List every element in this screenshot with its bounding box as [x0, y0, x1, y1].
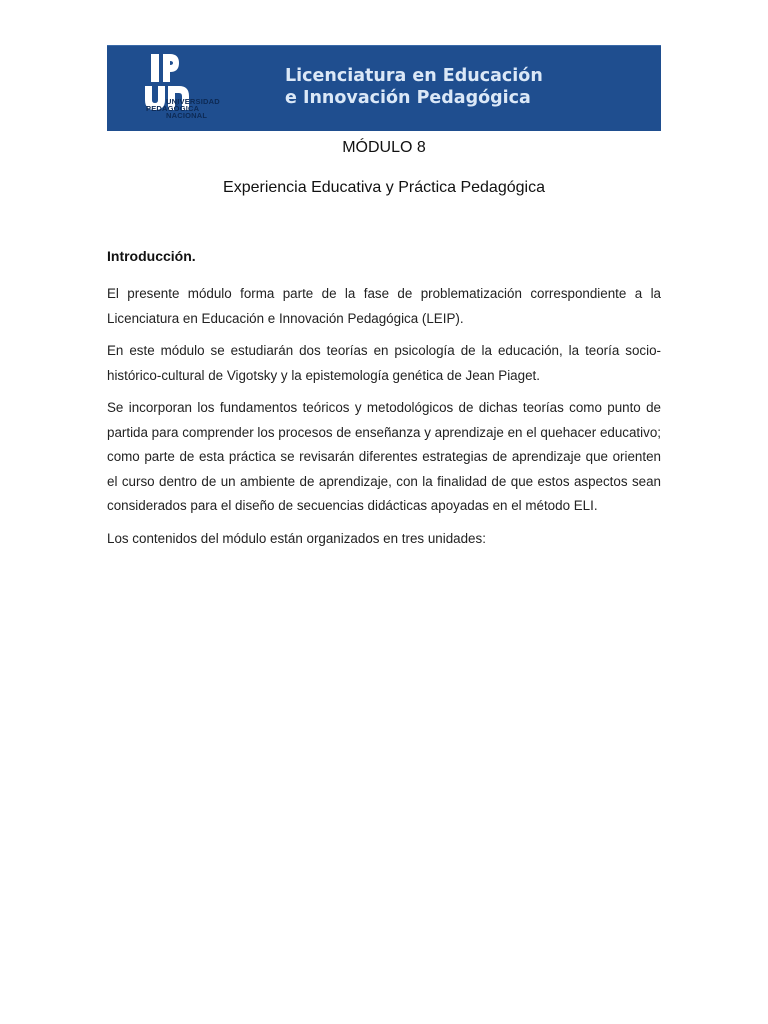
banner-title: [285, 65, 543, 109]
module-label: MÓDULO 8: [342, 139, 426, 156]
logo-line: PEDAGÓGICA: [146, 104, 200, 113]
banner-title-line: e Innovación Pedagógica: [285, 88, 531, 108]
intro-heading: Introducción.: [107, 248, 196, 264]
body-text: [107, 282, 661, 559]
paragraph: Los contenidos del módulo están organizados en tres unidades:: [107, 530, 486, 546]
banner-title-line: Licenciatura en Educación: [285, 66, 543, 86]
header-banner: [107, 45, 661, 131]
paragraph: Se incorporan los fundamentos teóricos y metodológicos de dichas teorías como punto de partida para comprender los procesos de enseñanza y aprendizaje en el quehacer educativo; como parte de esta práctica se revisarán diferentes estrategias de aprendizaje que orienten el curso dentro de un ambiente de aprendizaje, con la finalidad de que estos aspectos sean considerados para el diseño de secuencias didácticas apoyadas en el método ELI.: [107, 400, 661, 513]
logo-wordmark: [146, 98, 220, 119]
logo-line: NACIONAL: [166, 111, 208, 120]
logo-line: UNIVERSIDAD: [166, 97, 220, 106]
module-subtitle: Experiencia Educativa y Práctica Pedagógica: [223, 179, 545, 196]
paragraph: El presente módulo forma parte de la fase de problematización correspondiente a la Licenciatura en Educación e Innovación Pedagógica (LEIP).: [107, 286, 661, 326]
paragraph: En este módulo se estudiarán dos teorías en psicología de la educación, la teoría socio-histórico-cultural de Vigotsky y la epistemología genética de Jean Piaget.: [107, 343, 661, 383]
